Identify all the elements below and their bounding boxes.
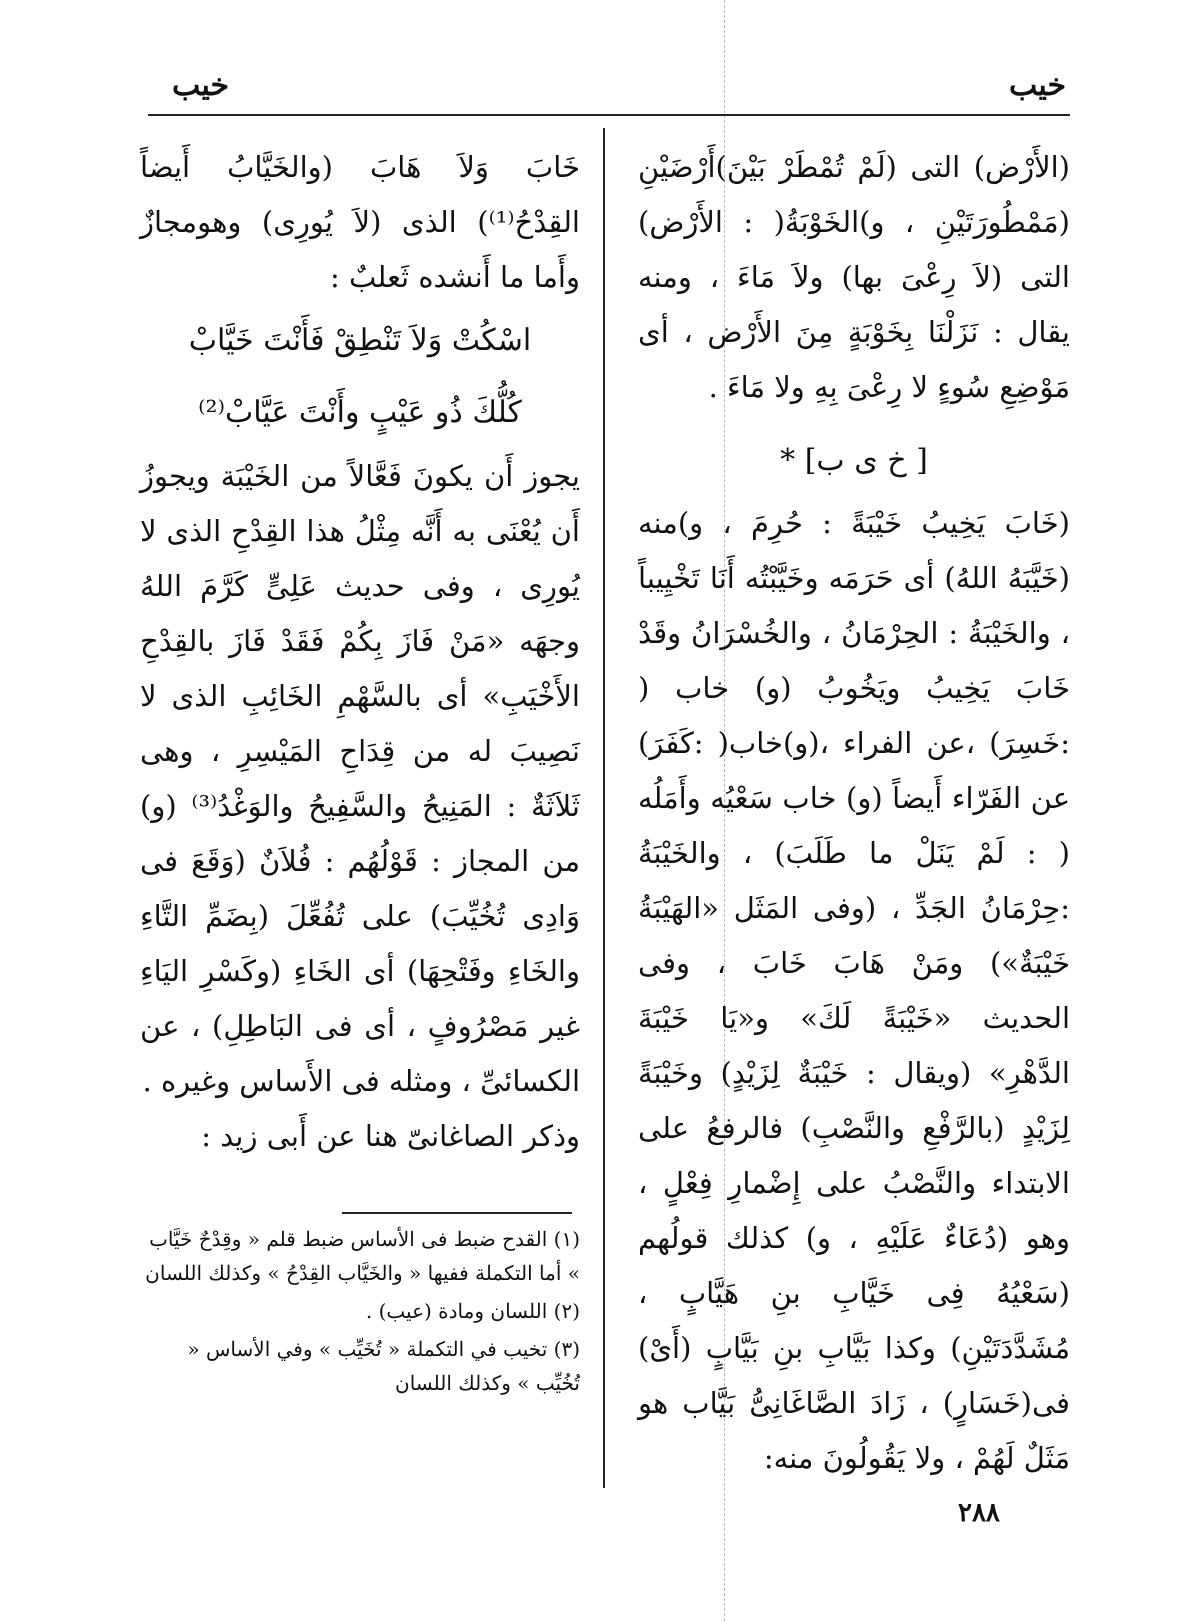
footnote-rule [342, 1212, 572, 1214]
left-paragraph-3: وذكر الصاغانىّ هنا عن أَبى زيد : [201, 1119, 580, 1153]
page-number: ٢٨٨ [958, 1498, 1000, 1528]
left-paragraph-2: يجوز أَن يكونَ فَعَّالاً من الخَيْبَة ويجوزُ أَن يُعْنَى به أَنَّه مِثْلُ هذا القِدْحِ الذى لا يُورِى ، وفى حديث عَلِىٍّ كَرَّمَ اللهُ وجهَه «مَنْ فَازَ بِكُمْ فَقَدْ فَازَ بالقِدْحِ الأَخْيَبِ» أى بالسَّهْمِ الخَائِبِ الذى لا نَصِيبَ له من قِدَاحِ المَيْسِرِ ، وهى ثَلاَثَةٌ : المَنِيحُ والسَّفِيحُ والوَغْدُ⁽³⁾ (و) من المجاز : قَوْلُهُم : فُلاَنٌ (وَقَعَ فى وَادِى تُخُيِّبَ) على تُفُعِّلَ (بِضَمِّ التَّاءِ والخَاءِ وفَتْحِهَا) أى الخَاءِ (وكَسْرِ اليَاءِ غير مَصْرُوفٍ ، أى فى البَاطِلِ) ، عن الكسائىِّ ، ومثله فى الأَساس وغيره . [140, 459, 580, 1098]
right-paragraph-2: (خَابَ يَخِيبُ خَيْبَةً : حُرِمَ ، و)منه (خَيَّبَهُ اللهُ) أى حَرَمَه وخَيَّبْتُه أَنَا تَخْيِيباً ، والخَيْبَةُ : الحِرْمَانُ ، والخُسْرَانُ وقَدْ خَابَ يَخِيبُ ويَخُوبُ (و) خاب ( :خَسِرَ) ،عن الفراء ،(و)خاب( :كَفَرَ) عن الفَرّاء أَيضاً (و) خاب سَعْيُه وأَمَلُه ( : لَمْ يَنَلْ ما طَلَبَ) ، والخَيْبَةُ :حِرْمَانُ الجَدِّ ، (وفى المَثَل «الهَيْبَةُ خَيْبَةٌ») ومَنْ هَابَ خَابَ ، وفى الحديث «خَيْبَةً لَكَ» و«يَا خَيْبَةَ الدَّهْرِ» (ويقال : خَيْبَةٌ لِزَيْدٍ) وخَيْبَةً لِزَيْدٍ (بالرَّفْعِ والنَّصْبِ) فالرفعُ على الابتداء والنَّصْبُ على إِضْمارِ فِعْلٍ ، وهو (دُعَاءٌ عَلَيْهِ ، و) كذلك قولُهم (سَعْيُهُ فِى خَيَّابِ بنِ هَيَّابٍ ، مُشَدَّدَتَيْنِ) وكذا بَيَّابِ بنِ بَيَّابٍ (أَىْ) فى(خَسَارٍ) ، زَادَ الصَّاغَانِىُّ بَيَّاب هو مَثَلٌ لَهُمْ ، ولا يَقُولُونَ منه: [638, 506, 1070, 1475]
entry-heading: [ خ ى ب] * [780, 443, 928, 478]
footnotes [140, 1222, 580, 1404]
header-rule [148, 114, 1070, 116]
verse-line-1: اسْكُتْ وَلاَ تَنْطِقْ فَأَنْتَ خَيَّابْ [188, 323, 532, 358]
left-paragraph-1: خَابَ وَلاَ هَابَ (والخَيَّابُ أَيضاً القِدْحُ⁽¹⁾) الذى (لاَ يُورِى) وهومجازٌ وأَما ما أَنشده ثَعلبٌ : [140, 150, 580, 294]
right-paragraph-1: (الأَرْض) التى (لَمْ تُمْطَرْ بَيْنَ)أَرْضَيْنِ (مَمْطُورَتَيْنِ ، و)الخَوْبَةُ( : الأَرْض) التى (لاَ رِعْىَ بها) ولاَ مَاءَ ، ومنه يقال : نَزَلْنَا بِخَوْبَةٍ مِنَ الأَرْض ، أى مَوْضِعِ سُوءٍ لا رِعْىَ بِهِ ولا مَاءَ . [638, 150, 1070, 404]
verse-line-2: كُلُّكَ ذُو عَيْبٍ وأَنْتَ عَيَّابْ⁽²⁾ [198, 395, 522, 430]
header-right-word: خيب [1008, 68, 1066, 103]
header-left-word: خيب [172, 68, 230, 103]
left-column [140, 140, 580, 1164]
column-divider [603, 128, 605, 1488]
footnote-2: (٢) اللسان ومادة (عيب) . [365, 1299, 580, 1323]
footnote-3: (٣) تخيب في التكملة « تُخَيِّب » وفي الأساس « تُخُيِّب » وكذلك اللسان [187, 1337, 580, 1395]
footnote-1: (١) القدح ضبط فى الأساس ضبط قلم « وقِدْحٌ خَيَّاب » أما التكملة ففيها « والخَيَّاب القِدْحُ » وكذلك اللسان [145, 1227, 580, 1285]
right-column [638, 140, 1070, 1486]
